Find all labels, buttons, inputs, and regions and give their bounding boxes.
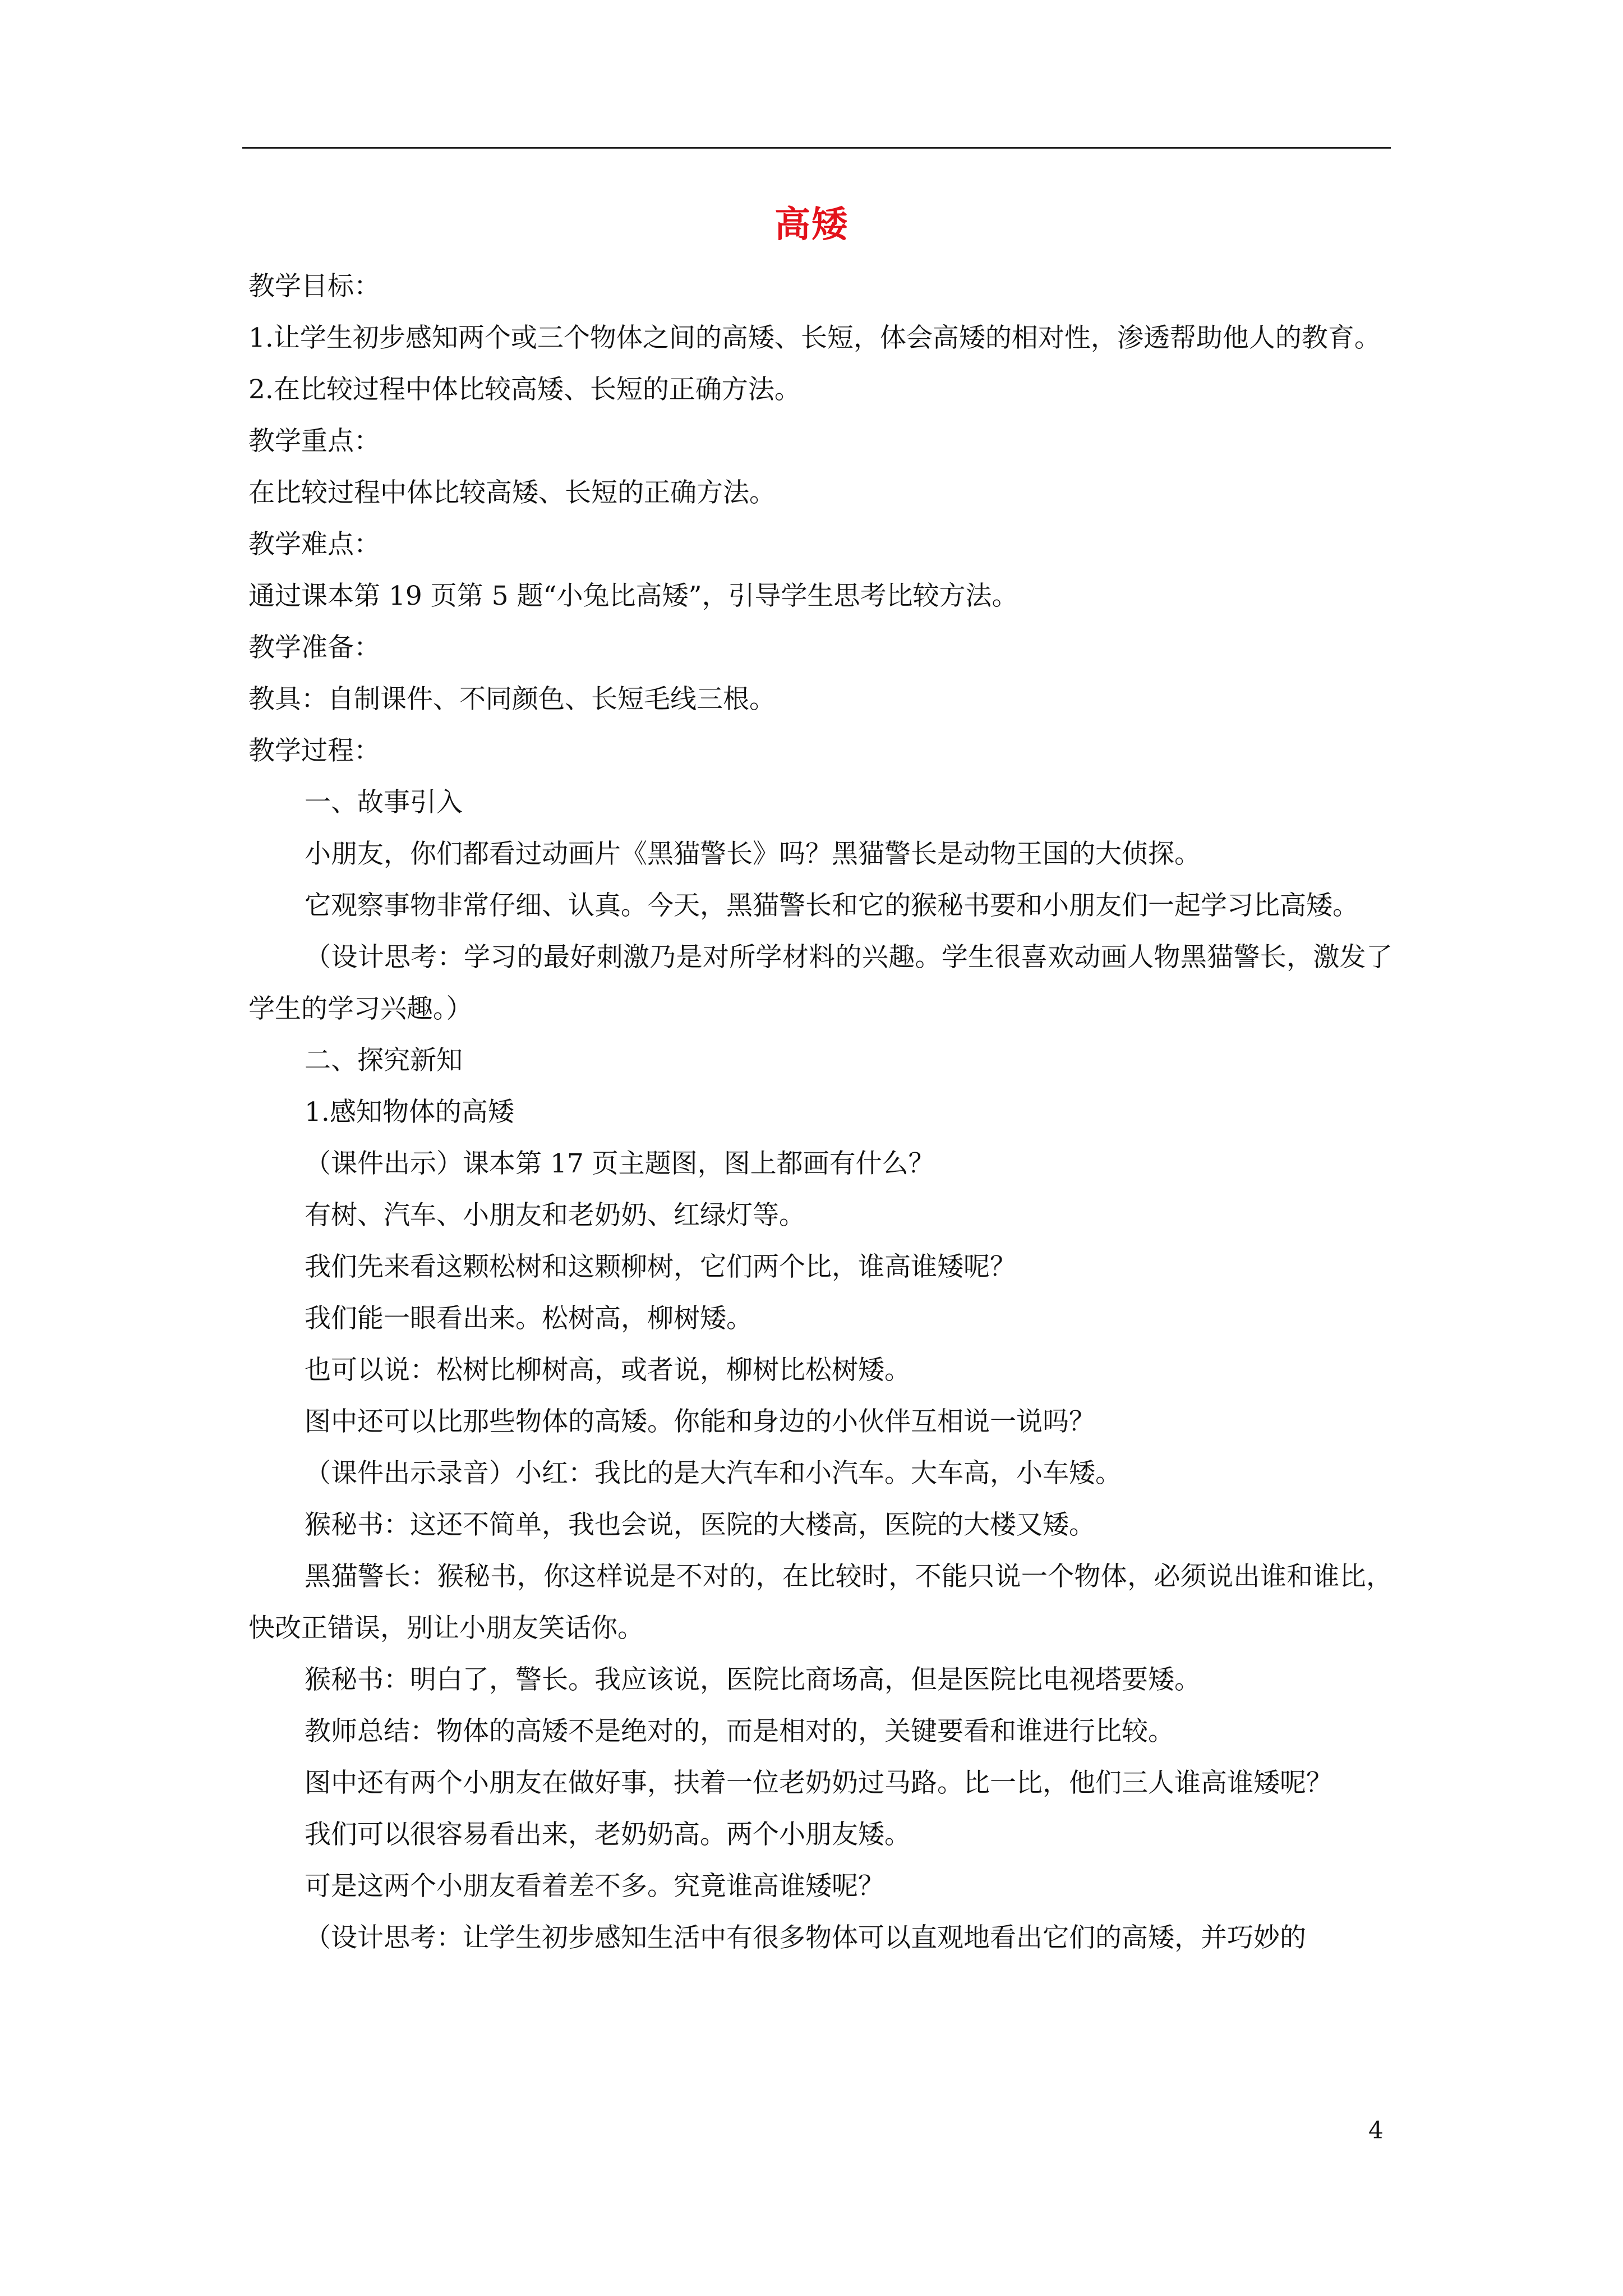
- paragraph: 教学目标：: [248, 271, 380, 302]
- paragraph: 教学准备：: [248, 632, 380, 663]
- paragraph: （设计思考：让学生初步感知生活中有很多物体可以直观地看出它们的高矮，并巧妙的: [305, 1922, 1306, 1953]
- paragraph: 教学难点：: [248, 529, 380, 560]
- paragraph: 小朋友，你们都看过动画片《黑猫警长》吗？黑猫警长是动物王国的大侦探。: [305, 839, 1201, 869]
- paragraph: （课件出示录音）小红：我比的是大汽车和小汽车。大车高，小车矮。: [305, 1458, 1122, 1489]
- paragraph: 也可以说：松树比柳树高，或者说，柳树比松树矮。: [305, 1355, 911, 1386]
- document-body: [248, 261, 1393, 1964]
- paragraph: 教具：自制课件、不同颜色、长短毛线三根。: [248, 684, 776, 715]
- paragraph: 教师总结：物体的高矮不是绝对的，而是相对的，关键要看和谁进行比较。: [305, 1716, 1174, 1747]
- paragraph: 图中还有两个小朋友在做好事，扶着一位老奶奶过马路。比一比，他们三人谁高谁矮呢？: [305, 1768, 1332, 1798]
- paragraph: 有树、汽车、小朋友和老奶奶、红绿灯等。: [305, 1200, 805, 1231]
- paragraph: 教学过程：: [248, 735, 380, 766]
- paragraph: 教学重点：: [248, 426, 380, 457]
- paragraph: 1.感知物体的高矮: [305, 1097, 514, 1128]
- header-rule: [242, 147, 1391, 149]
- paragraph: 我们可以很容易看出来，老奶奶高。两个小朋友矮。: [305, 1819, 911, 1850]
- paragraph: 猴秘书：明白了，警长。我应该说，医院比商场高，但是医院比电视塔要矮。: [305, 1664, 1201, 1695]
- paragraph: 可是这两个小朋友看着差不多。究竟谁高谁矮呢？: [305, 1871, 884, 1902]
- paragraph: 通过课本第 19 页第 5 题“小兔比高矮”，引导学生思考比较方法。: [248, 581, 1018, 611]
- paragraph: （课件出示）课本第 17 页主题图，图上都画有什么？: [305, 1148, 935, 1179]
- paragraph: 它观察事物非常仔细、认真。今天，黑猫警长和它的猴秘书要和小朋友们一起学习比高矮。: [305, 890, 1359, 921]
- paragraph: 我们能一眼看出来。松树高，柳树矮。: [305, 1303, 753, 1334]
- paragraph: 2.在比较过程中体比较高矮、长短的正确方法。: [248, 374, 801, 405]
- paragraph: （设计思考：学习的最好刺激乃是对所学材料的兴趣。学生很喜欢动画人物黑猫警长，激发了学生的学习兴趣。）: [248, 942, 1393, 1024]
- paragraph: 在比较过程中体比较高矮、长短的正确方法。: [248, 477, 776, 508]
- paragraph: 图中还可以比那些物体的高矮。你能和身边的小伙伴互相说一说吗？: [305, 1406, 1095, 1437]
- paragraph: 黑猫警长：猴秘书，你这样说是不对的，在比较时，不能只说一个物体，必须说出谁和谁比，快改正错误，别让小朋友笑话你。: [248, 1561, 1393, 1644]
- paragraph: 1.让学生初步感知两个或三个物体之间的高矮、长短，体会高矮的相对性，渗透帮助他人的教育。: [248, 323, 1381, 353]
- page-title: 高矮: [774, 204, 849, 246]
- paragraph: 我们先来看这颗松树和这颗柳树，它们两个比，谁高谁矮呢？: [305, 1251, 1016, 1282]
- paragraph: 一、故事引入: [305, 787, 463, 818]
- page-number: 4: [1368, 2116, 1384, 2144]
- paragraph: 猴秘书：这还不简单，我也会说，医院的大楼高，医院的大楼又矮。: [305, 1510, 1095, 1540]
- paragraph: 二、探究新知: [305, 1045, 463, 1076]
